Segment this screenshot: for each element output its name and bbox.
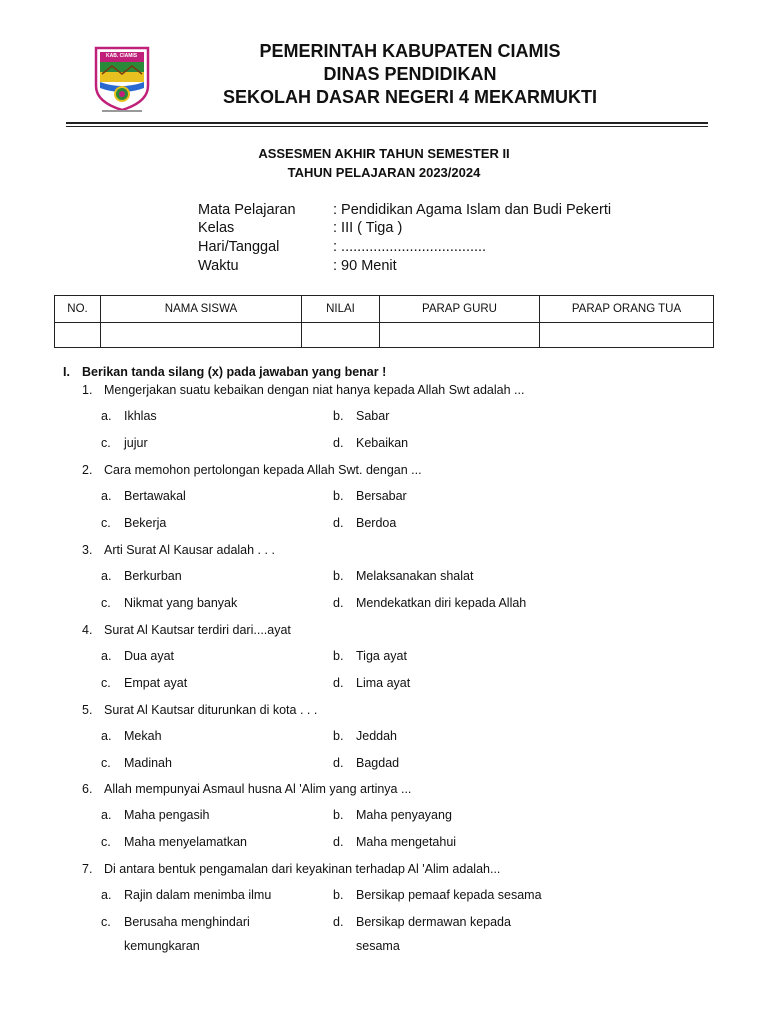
option-text[interactable]: Tiga ayat (356, 649, 407, 663)
table-row (55, 323, 714, 348)
question-number: 1. (82, 383, 93, 397)
option-text[interactable]: Berdoa (356, 516, 397, 530)
question-text: Surat Al Kautsar terdiri dari....ayat (104, 623, 291, 637)
question-number: 6. (82, 782, 93, 796)
option-text-continuation[interactable]: sesama (356, 939, 400, 953)
option-letter[interactable]: a. (101, 888, 112, 902)
option-text[interactable]: Maha mengetahui (356, 835, 457, 849)
info-value-class: : III ( Tiga ) (333, 220, 403, 236)
question-number: 4. (82, 623, 93, 637)
question-number: 5. (82, 703, 93, 717)
option-text[interactable]: Jeddah (356, 729, 398, 743)
option-letter[interactable]: b. (333, 649, 344, 663)
school-emblem-logo (92, 44, 152, 116)
option-text-continuation[interactable]: kemungkaran (124, 939, 200, 953)
option-letter[interactable]: c. (101, 596, 111, 610)
table-header-student-name: NAMA SISWA (101, 296, 302, 323)
section-number: I. (63, 365, 70, 379)
table-header-row (55, 296, 714, 323)
header-line-school: SEKOLAH DASAR NEGERI 4 MEKARMUKTI (222, 87, 598, 107)
option-text[interactable]: Dua ayat (124, 649, 175, 663)
section-instruction: Berikan tanda silang (x) pada jawaban yang benar ! (82, 365, 387, 379)
option-letter[interactable]: c. (101, 516, 111, 530)
table-cell-score[interactable] (302, 323, 380, 348)
option-text[interactable]: Maha penyayang (356, 808, 452, 822)
question-text: Di antara bentuk pengamalan dari keyakinan terhadap Al 'Alim adalah... (104, 862, 501, 876)
option-text[interactable]: Melaksanakan shalat (356, 569, 474, 583)
option-text[interactable]: Sabar (356, 409, 390, 423)
info-label-subject: Mata Pelajaran (198, 202, 296, 218)
option-letter[interactable]: d. (333, 596, 344, 610)
option-letter[interactable]: c. (101, 835, 111, 849)
option-letter[interactable]: c. (101, 436, 111, 450)
option-letter[interactable]: a. (101, 569, 112, 583)
question-text: Mengerjakan suatu kebaikan dengan niat hanya kepada Allah Swt adalah ... (104, 383, 525, 397)
question-text: Cara memohon pertolongan kepada Allah Swt. dengan ... (104, 463, 422, 477)
option-text[interactable]: Bagdad (356, 756, 400, 770)
option-letter[interactable]: d. (333, 835, 344, 849)
option-text[interactable]: Mendekatkan diri kepada Allah (356, 596, 527, 610)
table-cell-student-name[interactable] (101, 323, 302, 348)
info-label-date: Hari/Tanggal (198, 239, 280, 255)
option-letter[interactable]: b. (333, 888, 344, 902)
option-text[interactable]: Maha pengasih (124, 808, 210, 822)
option-letter[interactable]: b. (333, 729, 344, 743)
option-letter[interactable]: d. (333, 756, 344, 770)
exam-title: ASSESMEN AKHIR TAHUN SEMESTER II (258, 146, 510, 161)
option-text[interactable]: Berusaha menghindari (124, 915, 250, 929)
option-text[interactable]: Empat ayat (124, 676, 188, 690)
option-text[interactable]: Maha menyelamatkan (124, 835, 247, 849)
option-text[interactable]: Bersikap dermawan kepada (356, 915, 511, 929)
option-letter[interactable]: d. (333, 516, 344, 530)
emblem-caption (102, 110, 142, 112)
question-number: 3. (82, 543, 93, 557)
option-letter[interactable]: d. (333, 676, 344, 690)
question-text: Allah mempunyai Asmaul husna Al 'Alim yang artinya ... (104, 782, 412, 796)
option-text[interactable]: Bekerja (124, 516, 167, 530)
question-text: Surat Al Kautsar diturunkan di kota . . . (104, 703, 318, 717)
option-letter[interactable]: d. (333, 436, 344, 450)
option-letter[interactable]: d. (333, 915, 344, 929)
option-text[interactable]: Nikmat yang banyak (124, 596, 238, 610)
table-header-parent-initials: PARAP ORANG TUA (540, 296, 714, 323)
exam-year: TAHUN PELAJARAN 2023/2024 (287, 165, 481, 180)
table-cell-no[interactable] (55, 323, 101, 348)
option-letter[interactable]: a. (101, 729, 112, 743)
option-letter[interactable]: b. (333, 808, 344, 822)
option-letter[interactable]: c. (101, 676, 111, 690)
option-text[interactable]: Rajin dalam menimba ilmu (124, 888, 272, 902)
option-letter[interactable]: b. (333, 569, 344, 583)
question-number: 2. (82, 463, 93, 477)
option-letter[interactable]: a. (101, 409, 112, 423)
option-text[interactable]: jujur (124, 436, 148, 450)
option-letter[interactable]: b. (333, 409, 344, 423)
option-letter[interactable]: c. (101, 756, 111, 770)
option-text[interactable]: Lima ayat (356, 676, 411, 690)
header-divider-thick (66, 122, 708, 124)
question-number: 7. (82, 862, 93, 876)
table-header-no: NO. (55, 296, 101, 323)
question-text: Arti Surat Al Kausar adalah . . . (104, 543, 275, 557)
option-text[interactable]: Bersabar (356, 489, 407, 503)
option-text[interactable]: Madinah (124, 756, 172, 770)
option-text[interactable]: Bertawakal (124, 489, 186, 503)
info-value-date: : .................................... (333, 239, 487, 255)
emblem-label: KAB. CIAMIS (106, 53, 138, 59)
option-text[interactable]: Ikhlas (124, 409, 157, 423)
option-text[interactable]: Berkurban (124, 569, 182, 583)
option-letter[interactable]: a. (101, 489, 112, 503)
option-text[interactable]: Kebaikan (356, 436, 409, 450)
info-value-subject: : Pendidikan Agama Islam dan Budi Pekerti (333, 202, 612, 218)
option-text[interactable]: Mekah (124, 729, 162, 743)
option-letter[interactable]: b. (333, 489, 344, 503)
table-cell-teacher-initials[interactable] (380, 323, 540, 348)
option-letter[interactable]: a. (101, 808, 112, 822)
option-letter[interactable]: a. (101, 649, 112, 663)
info-label-class: Kelas (198, 220, 235, 236)
option-text[interactable]: Bersikap pemaaf kepada sesama (356, 888, 542, 902)
table-cell-parent-initials[interactable] (540, 323, 714, 348)
table-header-teacher-initials: PARAP GURU (380, 296, 540, 323)
student-score-table (54, 295, 714, 348)
info-label-time: Waktu (198, 258, 239, 274)
option-letter[interactable]: c. (101, 915, 111, 929)
header-line-department: DINAS PENDIDIKAN (323, 64, 497, 84)
header-divider-thin (66, 126, 708, 127)
table-header-score: NILAI (302, 296, 380, 323)
header-line-government: PEMERINTAH KABUPATEN CIAMIS (259, 41, 561, 61)
info-value-time: : 90 Menit (333, 258, 397, 274)
